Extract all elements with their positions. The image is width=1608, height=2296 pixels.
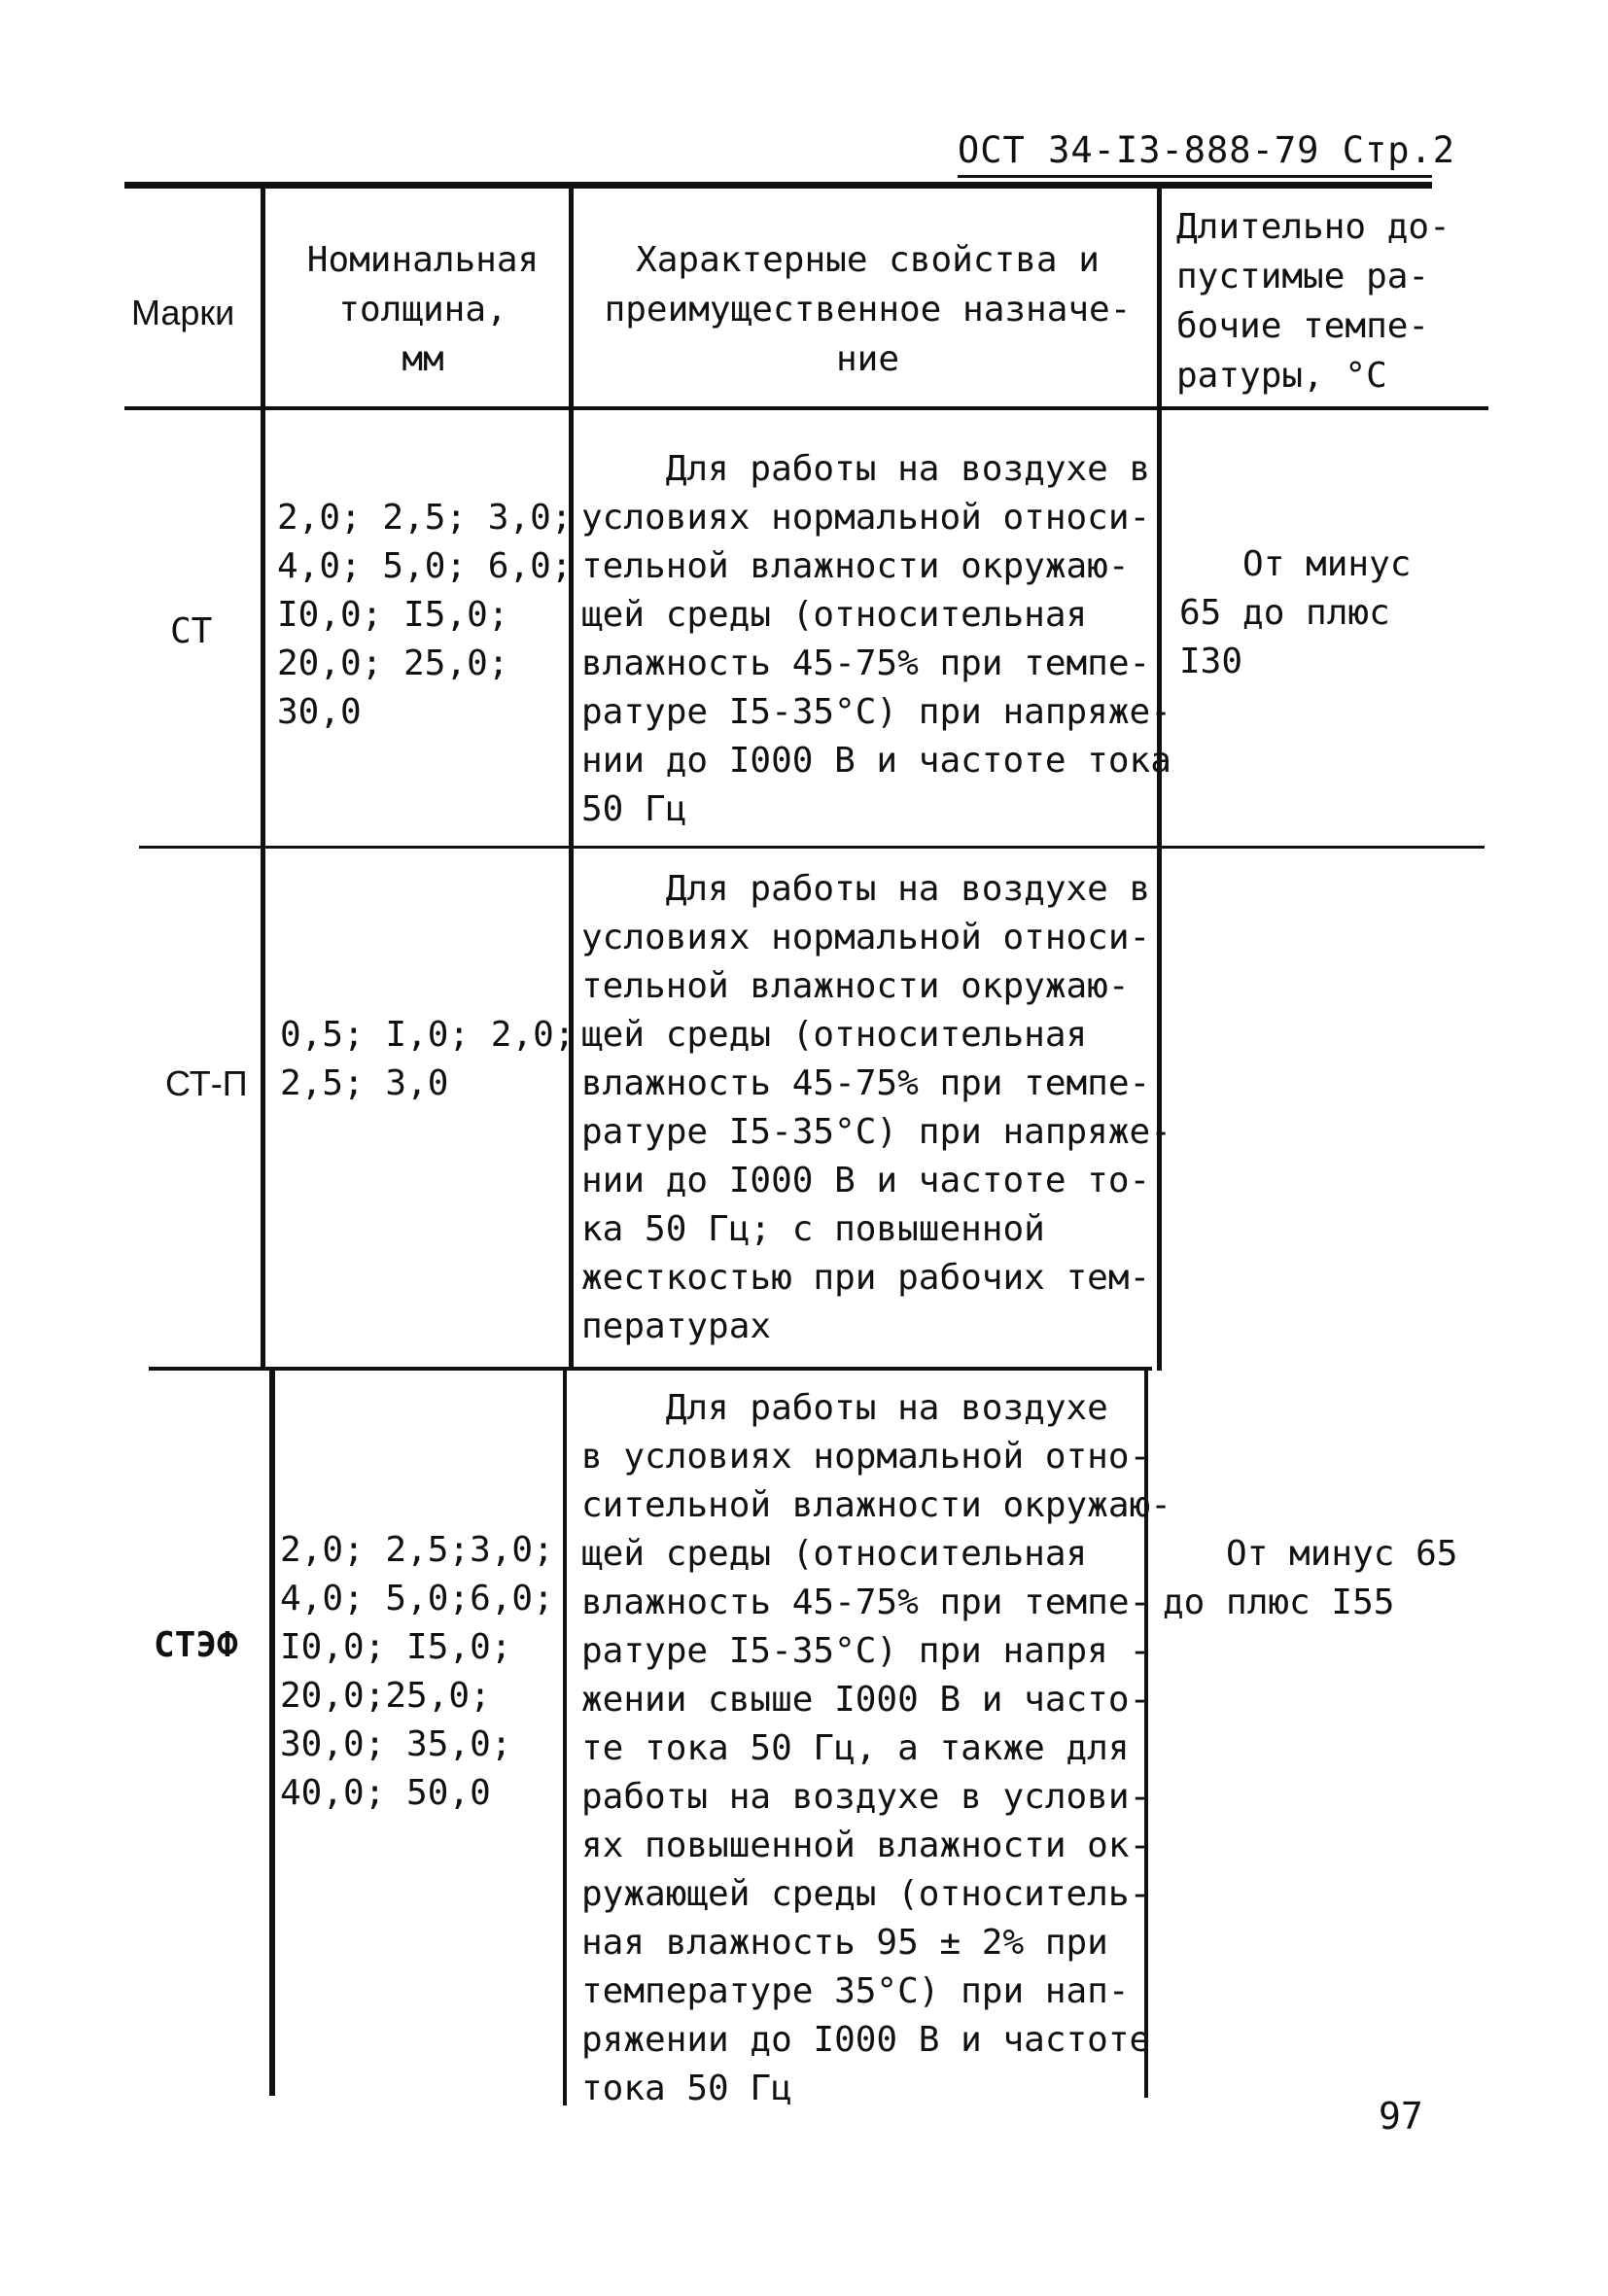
row3-thickness: 2,0; 2,5;3,0; 4,0; 5,0;6,0; I0,0; I5,0; 20,0;25,0; 30,0; 35,0; 40,0; 50,0 [280,1530,554,1813]
col-divider-2 [569,185,574,1371]
row1-properties: Для работы на воздухе в условиях нормальной относи- тельной влажности окружаю- щей среды (относительная влажность 45-75% при темпе- ратуре I5-35°С) при напряже- нии до I000 В и частоте тока 50 Гц [581,449,1171,829]
row3-mark: СТЭФ [154,1625,238,1665]
header-bottom-border [124,406,1488,410]
row2-mark: СТ-П [165,1063,248,1103]
row1-bottom-border [139,846,1485,849]
header-temperature: Длительно до- пустимые ра- бочие темпе- ратуры, °С [1176,207,1451,396]
row1-temperature: От минус 65 до плюс I30 [1179,544,1412,681]
header-properties: Характерные свойства и преимущественное назначе- ние [604,240,1132,379]
col-divider-2-lower [563,1367,567,2105]
row2-properties: Для работы на воздухе в условиях нормальной относи- тельной влажности окружаю- щей среды (относительная влажность 45-75% при темпе- ратуре I5-35°С) при напряже- нии до I000 В и частоте то- ка 50 Гц; с повышенной жесткостью при рабочих тем- пературах [581,869,1171,1346]
header-thickness: Номинальная толщина, мм [306,240,540,379]
row3-temperature: От минус 65 до плюс I55 [1163,1534,1458,1622]
table-top-border [124,182,1432,189]
col-divider-1-lower [269,1367,275,2096]
row1-mark: СТ [170,611,213,651]
header-marks: Марки [131,293,235,332]
row3-properties: Для работы на воздухе в условиях нормальной отно- сительной влажности окружаю- щей среды (относительная влажность 45-75% при темпе- ратуре I5-35°С) при напря - жении свыше I000 В и часто- те тока 50 Гц, а также для работы на воздухе в услови- ях повышенной влажности ок- ружающей среды (относитель- ная влажность 95 ± 2% при температуре 35°С) при нап- ряжении до I000 В и частоте тока 50 Гц [581,1388,1171,2108]
row2-thickness: 0,5; I,0; 2,0; 2,5; 3,0 [280,1015,576,1103]
document-header: ОСТ 34-I3-888-79 Стр.2 [958,129,1456,171]
row1-thickness: 2,0; 2,5; 3,0; 4,0; 5,0; 6,0; I0,0; I5,0; 20,0; 25,0; 30,0 [277,498,573,732]
row2-bottom-border [149,1367,1152,1371]
col-divider-1 [261,185,265,1371]
header-underline [958,175,1432,178]
page-number: 97 [1379,2095,1423,2138]
